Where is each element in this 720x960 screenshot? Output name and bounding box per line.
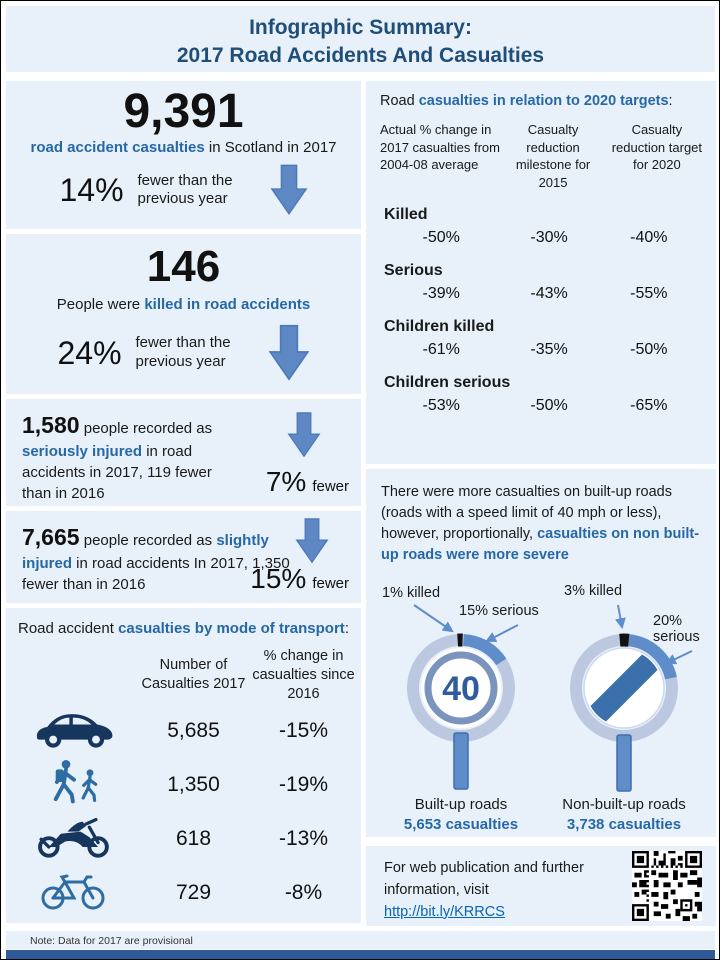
- footer-note-bar: [6, 931, 715, 949]
- built-up-casualties: 5,653 casualties: [403, 816, 519, 834]
- transport-title-pre: Road accident: [18, 620, 119, 637]
- total-pct-desc: fewer than the previous year: [137, 171, 233, 208]
- slight-desc-rest: in road accidents In 2017, 1,350 fewer than in 2016: [22, 555, 290, 594]
- targets-category-children-serious: Children serious: [384, 374, 511, 392]
- web-text: For web publication and further information, visit: [384, 860, 584, 898]
- killed-milestone: -30%: [530, 229, 568, 247]
- children-killed-target: -50%: [630, 341, 668, 359]
- serious-text: [22, 409, 237, 504]
- web-publication-text: [384, 858, 614, 923]
- serious-desc-rest: in road accidents in 2017, 119 fewer than in 2016: [22, 443, 212, 503]
- killed-actual: -50%: [422, 229, 460, 247]
- transport-header-row: [6, 647, 361, 704]
- targets-title-bold: casualties in relation to 2020 targets: [418, 93, 669, 109]
- car-count: 5,685: [167, 718, 220, 742]
- targets-title: [380, 93, 702, 109]
- killed-desc-bold: killed in road accidents: [144, 296, 311, 314]
- road-signs-region: [366, 583, 716, 837]
- targets-values-children-killed: [380, 341, 702, 359]
- non-built-up-serious-label: 20% serious: [653, 613, 700, 645]
- bicycle-change: -8%: [284, 880, 323, 904]
- transport-title-post: :: [344, 620, 349, 637]
- serious-target: -55%: [630, 285, 668, 303]
- total-casualties-value: 9,391: [123, 85, 244, 138]
- down-arrow-icon: [270, 164, 308, 216]
- severity-text-bold: casualties on non built-up roads were more severe: [381, 526, 700, 564]
- col-header-target: Casualty reduction target for 2020: [611, 122, 703, 173]
- publication-link[interactable]: http://bit.ly/KRRCS: [384, 903, 505, 920]
- serious-pct: [266, 466, 349, 498]
- children-serious-target: -65%: [630, 397, 668, 415]
- panel-road-severity: [366, 469, 716, 837]
- footer-accent-bar: [6, 950, 715, 959]
- total-pct-value: 14%: [59, 171, 124, 208]
- slight-value: 7,665: [22, 524, 80, 550]
- panel-total-casualties: [6, 81, 361, 229]
- built-up-serious-label: 15% serious: [459, 603, 539, 619]
- total-desc-rest: in Scotland in 2017: [204, 139, 337, 157]
- children-killed-milestone: -35%: [530, 341, 568, 359]
- total-desc-bold: road accident casualties: [30, 139, 205, 157]
- built-up-roads-label: Built-up roads: [414, 796, 508, 813]
- table-row-motorcycle: [6, 812, 361, 866]
- non-built-up-caption: [544, 795, 704, 836]
- killed-pct-desc: fewer than the previous year: [135, 334, 231, 371]
- slight-pct-desc: fewer: [312, 575, 349, 592]
- targets-values-killed: [380, 229, 702, 247]
- panel-2020-targets: [366, 81, 716, 464]
- speed-limit-40-text: 40: [442, 670, 480, 708]
- targets-values-children-serious: [380, 397, 702, 415]
- killed-pct-value: 24%: [57, 334, 122, 371]
- page-title-line1: Infographic Summary:: [249, 16, 472, 39]
- non-built-up-casualties: 3,738 casualties: [566, 816, 682, 834]
- total-casualties-desc: [6, 139, 361, 156]
- table-row-bicycle: [6, 866, 361, 920]
- targets-header-row: [380, 121, 702, 191]
- targets-values-serious: [380, 285, 702, 303]
- panel-transport: [6, 608, 361, 923]
- targets-title-pre: Road: [380, 93, 419, 109]
- col-header-change: % change in casualties since 2016: [252, 648, 355, 702]
- targets-title-post: :: [668, 93, 673, 109]
- slight-desc-bold: slightly injured: [22, 532, 269, 573]
- children-serious-milestone: -50%: [530, 397, 568, 415]
- car-icon: [32, 706, 116, 750]
- slight-pct-value: 15%: [250, 563, 307, 594]
- killed-value: 146: [146, 242, 221, 291]
- panel-killed: [6, 234, 361, 394]
- down-arrow-icon: [295, 515, 329, 567]
- killed-target: -40%: [630, 229, 668, 247]
- serious-desc-pre: people recorded as: [79, 420, 213, 437]
- transport-title-bold: casualties by mode of transport: [118, 620, 345, 637]
- slight-pct: [250, 563, 349, 595]
- non-built-up-roads-label: Non-built-up roads: [562, 796, 686, 813]
- motorcycle-icon: [34, 813, 114, 859]
- panel-seriously-injured: [6, 399, 361, 506]
- page-title-line2: 2017 Road Accidents And Casualties: [176, 44, 545, 68]
- children-killed-actual: -61%: [422, 341, 460, 359]
- col-header-milestone: Casualty reduction milestone for 2015: [515, 122, 591, 190]
- down-arrow-icon: [268, 323, 310, 383]
- pedestrian-change: -19%: [278, 772, 329, 796]
- severity-text: [366, 469, 716, 566]
- built-up-caption: [381, 795, 541, 836]
- bicycle-icon: [38, 867, 110, 913]
- motorcycle-change: -13%: [278, 826, 329, 850]
- targets-category-serious: Serious: [384, 262, 443, 280]
- serious-value: 1,580: [22, 412, 80, 438]
- col-header-count: Number of Casualties 2017: [141, 657, 246, 693]
- transport-title: [6, 620, 361, 637]
- bicycle-count: 729: [175, 880, 212, 904]
- serious-pct-value: 7%: [265, 466, 307, 497]
- targets-category-children-killed: Children killed: [384, 318, 495, 336]
- severity-text-pre: There were more casualties on built-up roads (roads with a speed limit of 40 mph or less), however, proportionally,: [381, 484, 672, 543]
- provisional-note: Note: Data for 2017 are provisional: [30, 935, 193, 947]
- qr-code: [632, 851, 702, 921]
- non-built-up-killed-label: 3% killed: [564, 583, 623, 599]
- motorcycle-count: 618: [175, 826, 212, 850]
- table-row-pedestrian: [6, 758, 361, 812]
- serious-milestone: -43%: [530, 285, 568, 303]
- built-up-killed-label: 1% killed: [382, 585, 441, 601]
- killed-desc: [6, 296, 361, 313]
- col-header-actual: Actual % change in 2017 casualties from 2004-08 average: [380, 122, 500, 173]
- children-serious-actual: -53%: [422, 397, 460, 415]
- serious-desc-bold: seriously injured: [22, 443, 143, 461]
- pedestrian-count: 1,350: [167, 772, 220, 796]
- panel-web-publication: [366, 846, 716, 926]
- serious-pct-desc: fewer: [312, 478, 349, 495]
- slight-desc-pre: people recorded as: [79, 532, 217, 549]
- car-change: -15%: [278, 718, 329, 742]
- serious-actual: -39%: [422, 285, 460, 303]
- header: [6, 6, 715, 72]
- targets-category-killed: Killed: [384, 206, 428, 224]
- down-arrow-icon: [287, 407, 321, 463]
- table-row-car: [6, 704, 361, 758]
- killed-desc-pre: People were: [56, 296, 145, 314]
- pedestrian-icon: [44, 758, 104, 806]
- panel-slightly-injured: [6, 511, 361, 603]
